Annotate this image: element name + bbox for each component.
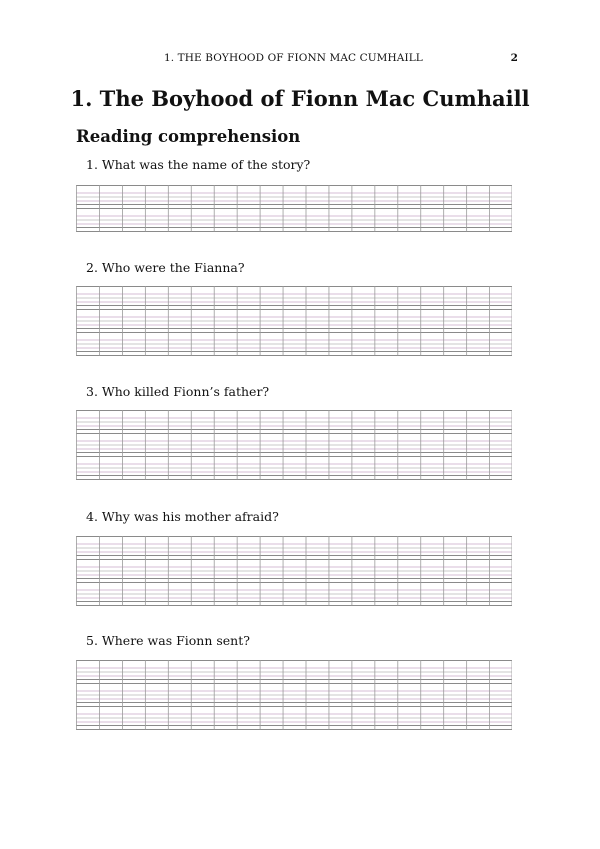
page-header — [76, 52, 518, 68]
answer-area-3[interactable] — [76, 410, 512, 480]
answer-area-4[interactable] — [76, 536, 512, 606]
question-3: 3. Who killed Fionn’s father? — [86, 384, 270, 399]
section-title: Reading comprehension — [76, 127, 301, 146]
question-4: 4. Why was his mother afraid? — [86, 509, 279, 524]
answer-area-2[interactable] — [76, 286, 512, 356]
running-title: 1. THE BOYHOOD OF FIONN MAC CUMHAILL — [164, 52, 423, 64]
answer-area-1[interactable] — [76, 185, 512, 232]
chapter-title: 1. The Boyhood of Fionn Mac Cumhaill — [70, 86, 530, 111]
writing-grid-svg — [76, 660, 512, 730]
page-number: 2 — [510, 52, 518, 64]
answer-area-5[interactable] — [76, 660, 512, 730]
writing-grid-svg — [76, 410, 512, 480]
question-1: 1. What was the name of the story? — [86, 157, 311, 172]
question-2: 2. Who were the Fianna? — [86, 260, 245, 275]
question-5: 5. Where was Fionn sent? — [86, 633, 250, 648]
writing-grid-svg — [76, 536, 512, 606]
writing-grid-svg — [76, 286, 512, 356]
writing-grid-svg — [76, 185, 512, 232]
